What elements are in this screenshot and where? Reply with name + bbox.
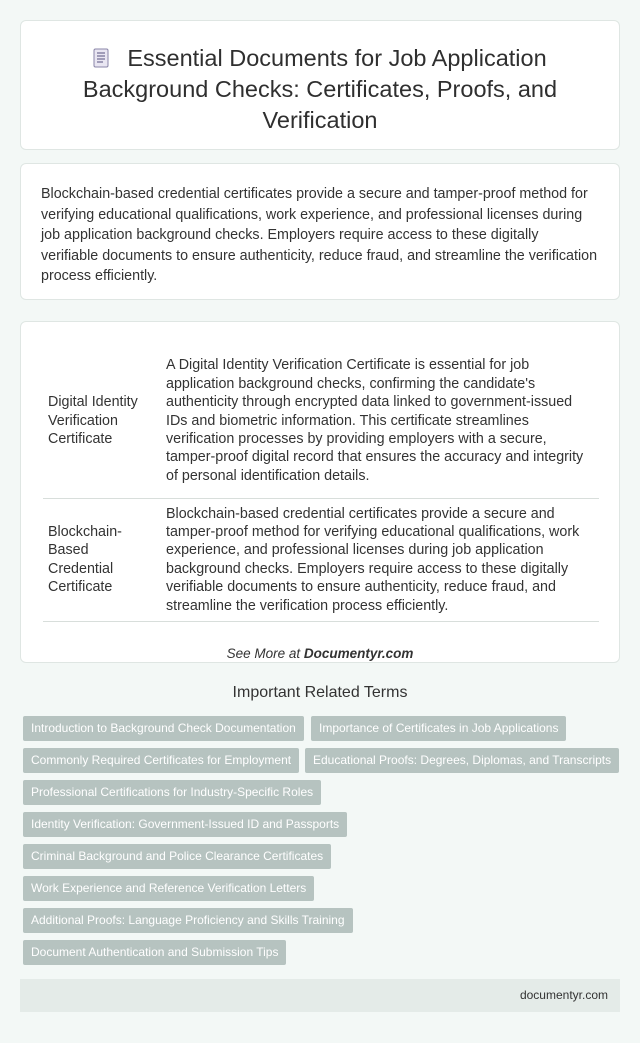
page-title-text: Essential Documents for Job Application Background Checks: Certificates, Proofs, and Verification <box>82 45 558 133</box>
related-term-tag[interactable]: Document Authentication and Submission Tips <box>23 940 286 965</box>
terms-table-card <box>20 321 620 663</box>
see-more-prefix: See More at <box>226 645 304 661</box>
related-term-tag[interactable]: Educational Proofs: Degrees, Diplomas, and Transcripts <box>305 748 619 773</box>
term-cell: Blockchain-Based Credential Certificate <box>43 498 155 621</box>
summary-text: Blockchain-based credential certificates provide a secure and tamper-proof method for verifying educational qualifications, work experience, and professional licenses during job application background checks. Employers require access to these digitally verifiable documents to ensure authenticity, reduce fraud, and streamline the verification process efficiently. <box>41 186 598 284</box>
related-term-tag[interactable]: Commonly Required Certificates for Employment <box>23 748 299 773</box>
footer-site-link[interactable]: documentyr.com <box>519 988 608 1002</box>
related-term-tag[interactable]: Identity Verification: Government-Issued ID and Passports <box>23 812 347 837</box>
related-term-tag[interactable]: Professional Certifications for Industry-Specific Roles <box>23 780 321 805</box>
table-row <box>43 344 599 498</box>
description-cell: A Digital Identity Verification Certificate is essential for job application background checks, confirming the candidate's authenticity through encrypted data linked to government-issued IDs and biometric information. This certificate streamlines verification processes by providing employers with a secure, tamper-proof digital record that ensures the accuracy and integrity of personal identification details. <box>155 344 599 498</box>
title-card <box>20 20 620 150</box>
page-title <box>45 43 595 136</box>
term-cell: Digital Identity Verification Certificate <box>43 344 155 498</box>
summary-card <box>20 163 620 300</box>
description-cell: Blockchain-based credential certificates provide a secure and tamper-proof method for verifying educational qualifications, work experience, and professional licenses during job application background checks. Employers require access to these digitally verifiable documents to ensure authenticity, reduce fraud, and streamline the verification process efficiently. <box>155 498 599 621</box>
related-term-tag[interactable]: Importance of Certificates in Job Applications <box>311 716 566 741</box>
see-more-link[interactable]: Documentyr.com <box>303 645 414 661</box>
related-terms-heading: Important Related Terms <box>232 684 408 701</box>
related-term-tag[interactable]: Introduction to Background Check Documentation <box>23 716 304 741</box>
terms-table <box>43 344 599 622</box>
related-term-tag[interactable]: Work Experience and Reference Verification Letters <box>23 876 314 901</box>
see-more-line <box>43 646 597 661</box>
document-icon <box>93 45 109 65</box>
table-row <box>43 498 599 621</box>
footer <box>20 979 620 1012</box>
related-term-tag[interactable]: Criminal Background and Police Clearance Certificates <box>23 844 331 869</box>
related-term-tag[interactable]: Additional Proofs: Language Proficiency and Skills Training <box>23 908 353 933</box>
